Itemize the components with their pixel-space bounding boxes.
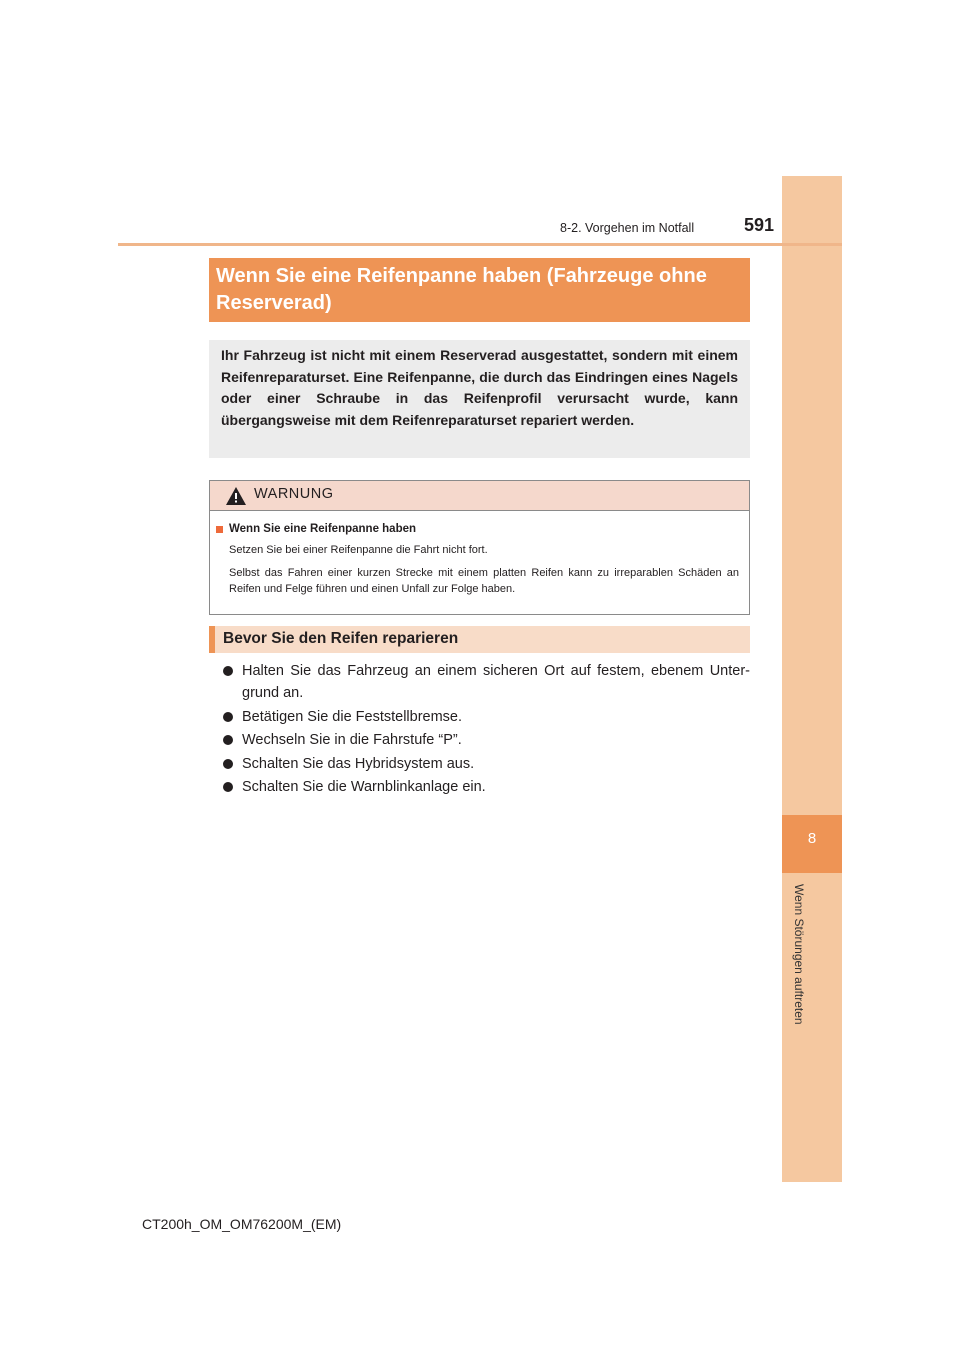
bullet-icon <box>223 735 233 745</box>
warning-square-bullet-icon <box>216 526 223 533</box>
list-item: Wechseln Sie in die Fahrstufe “P”. <box>223 729 750 751</box>
page-number: 591 <box>744 215 775 235</box>
header-divider <box>118 243 842 246</box>
bullet-icon <box>223 782 233 792</box>
section-title <box>216 263 736 317</box>
section-title-line-2: Reserverad) <box>216 292 332 314</box>
list-item: Betätigen Sie die Feststellbremse. <box>223 706 750 728</box>
warning-label: WARNUNG <box>254 486 334 502</box>
steps-list <box>223 660 750 800</box>
subsection-title: Bevor Sie den Reifen reparieren <box>223 630 459 647</box>
list-item: Halten Sie das Fahrzeug an einem sicheren Ort auf festem, ebenem Unter-grund an. <box>223 660 750 704</box>
list-item: Schalten Sie das Hybridsystem aus. <box>223 753 750 775</box>
section-title-line-1: Wenn Sie eine Reifenpanne haben (Fahrzeuge ohne <box>216 265 707 287</box>
section-label: 8-2. Vorgehen im Notfall <box>560 221 695 235</box>
intro-box <box>209 340 750 458</box>
chapter-number: 8 <box>782 815 842 873</box>
chapter-title-vertical <box>782 882 842 1042</box>
bullet-icon <box>223 712 233 722</box>
warning-box <box>209 480 750 615</box>
warning-text-1: Setzen Sie bei einer Reifenpanne die Fahrt nicht fort. <box>229 544 488 556</box>
subsection-accent-bar <box>209 626 215 653</box>
warning-header <box>210 481 749 511</box>
intro-text: Ihr Fahrzeug ist nicht mit einem Reserverad ausgestattet, sondern mit einem Reifenreparaturset. Eine Reifenpanne, die durch das Eindringen eines Nagels oder einer Schraube in das Reifenprofil verursacht wurde, kann übergangsweise mit dem Reifenreparaturset repariert werden. <box>221 347 738 428</box>
list-item: Schalten Sie die Warnblinkanlage ein. <box>223 776 750 798</box>
chapter-title: Wenn Störungen auftreten <box>792 884 806 1025</box>
warning-subheading: Wenn Sie eine Reifenpanne haben <box>229 523 417 535</box>
bullet-icon <box>223 759 233 769</box>
warning-text-2: Selbst das Fahren einer kurzen Strecke mit einem platten Reifen kann zu irreparablen Schäden an Reifen und Felge führen und einen Unfall zur Folge haben. <box>229 567 739 595</box>
section-title-box <box>209 258 750 322</box>
document-code: CT200h_OM_OM76200M_(EM) <box>142 1216 342 1232</box>
bullet-icon <box>223 666 233 676</box>
warning-triangle-icon <box>226 487 246 505</box>
subsection-header <box>209 626 750 653</box>
